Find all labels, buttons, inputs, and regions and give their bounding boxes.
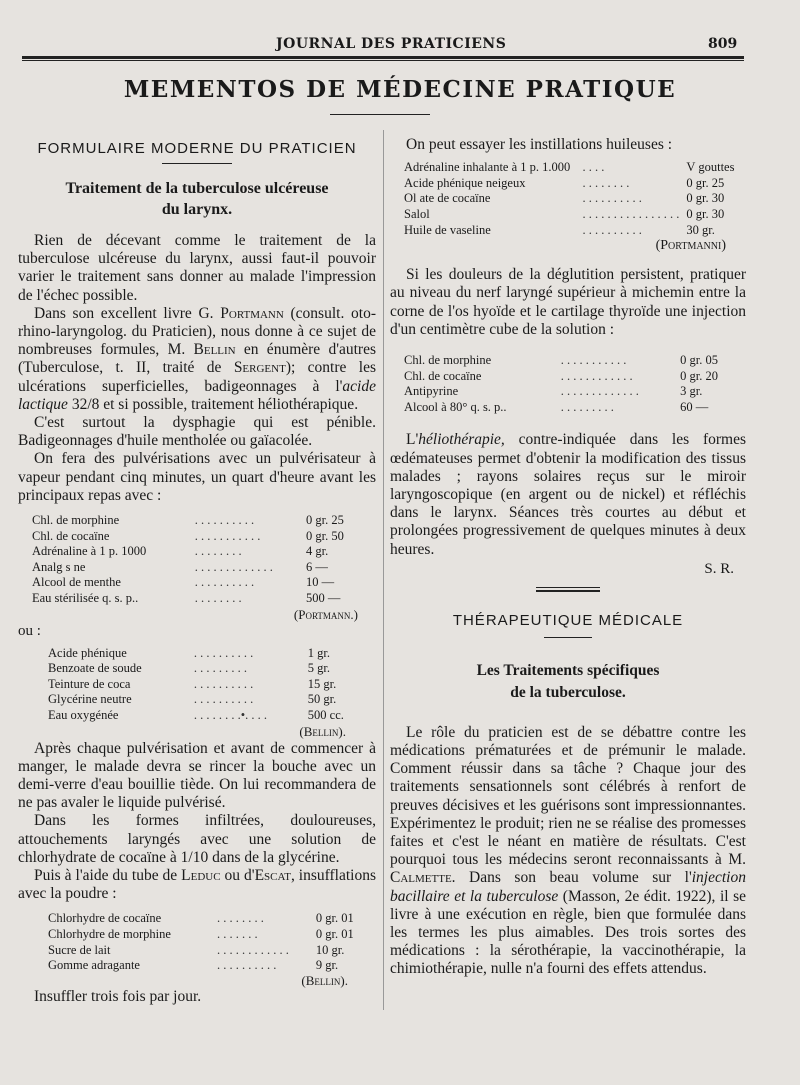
author-sergent: Sergent (233, 359, 286, 377)
ingredient-name: Eau oxygénée (48, 707, 119, 722)
prescription-4 (404, 160, 738, 238)
acid-lactique: acide lactique (18, 377, 376, 413)
rx3-row (48, 958, 368, 974)
right-paragraph-1: On peut essayer les instillations huileuses : (406, 136, 673, 153)
leader-dots: . . . . . . . . (194, 544, 242, 559)
section-heading: FORMULAIRE MODERNE DU PRATICIEN (37, 140, 357, 157)
article-title-2 (390, 660, 746, 704)
leader-dots: . . . . . . . . . (193, 661, 248, 676)
header-rule (22, 56, 744, 59)
leader-dots: . . . . . . . . . . . . (217, 942, 289, 957)
ingredient-quantity: 500 cc. (307, 707, 344, 722)
ingredient-name: Chl. de cocaïne (404, 368, 482, 383)
article-2-title-line-2: de la tuberculose. (510, 683, 626, 701)
leader-dots: . . . . . . . . . . (582, 191, 642, 206)
rx2-row (48, 646, 364, 662)
rx3-row (48, 943, 368, 959)
ingredient-name: Eau stérilisée q. s. p.. (32, 591, 139, 606)
ingredient-quantity: 0 gr. 05 (680, 352, 718, 367)
right-column (390, 134, 746, 979)
book-title: injection bacillaire et la tuberculose (390, 869, 746, 905)
leader-dots: . . . . . . . . . (560, 399, 614, 414)
ingredient-name: Alcool de menthe (32, 575, 121, 590)
ingredient-name: Ol ate de cocaïne (404, 191, 491, 206)
ingredient-name: Chlorhydre de morphine (48, 927, 171, 941)
article-2-title-line-1: Les Traitements spécifiques (476, 661, 660, 679)
ingredient-quantity: 0 gr. 25 (686, 175, 725, 190)
rx1-row (32, 513, 360, 529)
rx2-row (48, 692, 364, 708)
rx4-row (404, 160, 738, 176)
ingredient-quantity: 1 gr. (307, 645, 330, 660)
rx5-row (404, 353, 738, 369)
column-divider (383, 130, 384, 1010)
ingredient-name: Benzoate de soude (48, 661, 142, 676)
rx1-row (32, 560, 360, 576)
section-2-rule (544, 637, 592, 638)
leader-dots: . . . . . . . . . . . . . (194, 559, 273, 574)
heliotherapie: héliothérapie, (418, 431, 505, 449)
rx5-row (404, 369, 738, 385)
paragraph-4: On fera des pulvérisations avec un pulvérisateur à vapeur pendant cinq minutes, un quart d'heure avant les principaux repas avec : (18, 450, 376, 504)
section-rule (162, 163, 232, 164)
rx5-row (404, 400, 738, 416)
ingredient-quantity: 3 gr. (680, 384, 703, 399)
leader-dots: . . . . . . . . . . . . . (560, 384, 639, 399)
paragraph-2: Dans son excellent livre G. Portmann (consult. oto-rhino-laryngolog. du Praticien), nous donne à ce sujet de nombreuses formules, M. Bellin en énumère d'autres (Tuberculose, t. II, traité de Sergent); contre les ulcérations superficielles, badigeonnages à l'acide lactique 32/8 et si possible, traitement héliothérapique. (18, 304, 376, 413)
rx1-row (32, 591, 360, 607)
author-portmann: Portmann (220, 304, 284, 322)
leader-dots: . . . . . . . . . . (194, 513, 255, 528)
paragraph-6: Dans les formes infiltrées, douloureuses, attouchements laryngés avec une solution de chlorhydrate de cocaïne à 1/10 dans de la glycérine. (18, 812, 376, 866)
ingredient-name: Teinture de coca (48, 676, 131, 691)
ingredient-quantity: 10 — (306, 575, 335, 590)
leader-dots: . . . . . . . . . . (193, 692, 254, 707)
article-title-line-1: Traitement de la tuberculose ulcéreuse (65, 180, 329, 197)
prescription-3 (48, 911, 368, 973)
ingredient-quantity: 0 gr. 25 (306, 513, 344, 528)
rx1-row (32, 544, 360, 560)
leader-dots: . . . . . . . . . . (217, 958, 277, 973)
ingredient-name: Huile de vaseline (404, 222, 491, 237)
ingredient-quantity: 60 — (680, 399, 709, 414)
author-calmette: Calmette. (390, 869, 456, 887)
paragraph-1: Rien de décevant comme le traitement de la tuberculose ulcéreuse du larynx, aussi faut-il pouvoir varier le traitement sans donner au malade l'impression de l'échec possible. (18, 232, 376, 304)
author-escat: Escat (254, 867, 291, 884)
ingredient-quantity: 500 — (306, 591, 341, 606)
paragraph-8: Insuffler trois fois par jour. (34, 987, 202, 1005)
signature: S. R. (704, 560, 734, 577)
ingredient-name: Adrénaline à 1 p. 1000 (32, 544, 147, 559)
ingredient-name: Analg s ne (32, 559, 86, 574)
rx4-row (404, 176, 738, 192)
ingredient-quantity: 50 gr. (307, 692, 337, 707)
or-label: ou : (18, 622, 41, 639)
left-column (18, 134, 376, 1006)
paragraph-5: Après chaque pulvérisation et avant de commencer à manger, le malade devra se rincer la bouche avec un demi-verre d'eau bouillie tiède. On lui recommandera de ne pas avaler le liquide pulvérisé. (18, 739, 376, 812)
rx4-row (404, 223, 738, 239)
ingredient-quantity: 30 gr. (686, 222, 715, 237)
double-rule-top (536, 587, 600, 588)
ingredient-name: Antipyrine (404, 384, 459, 399)
leader-dots: . . . . . . . . . . (193, 676, 254, 691)
page-header (0, 0, 800, 60)
journal-title: JOURNAL DES PRATICIENS (276, 36, 507, 52)
leader-dots: . . . . . . . . . . . (194, 528, 261, 543)
ingredient-quantity: 15 gr. (307, 676, 337, 691)
ingredient-quantity: 0 gr. 30 (686, 191, 725, 206)
author-leduc: Leduc (181, 867, 221, 884)
author-bellin: Bellin (193, 341, 236, 359)
rx2-row (48, 677, 364, 693)
main-title: MEMENTOS DE MÉDECINE PRATIQUE (123, 76, 677, 103)
prescription-2-source: (Bellin). (299, 723, 346, 739)
ingredient-name: Sucre de lait (48, 942, 111, 957)
leader-dots: . . . . . . . . . . . . . . . . (582, 206, 680, 221)
leader-dots: . . . . . . . . . . (193, 645, 254, 660)
leader-dots: . . . . . . . (217, 927, 258, 941)
rx4-row (404, 191, 738, 207)
ingredient-name: Adrénaline inhalante à 1 p. 1.000 (404, 160, 571, 175)
ingredient-name: Chl. de cocaïne (32, 528, 110, 543)
ingredient-name: Chlorhydre de cocaïne (48, 911, 162, 926)
header-rule-thin (22, 60, 744, 61)
ingredient-name: Glycérine neutre (48, 692, 132, 707)
ingredient-quantity: V gouttes (686, 160, 735, 175)
prescription-4-source: (Portmanni) (655, 238, 726, 254)
leader-dots: . . . . . . . . (217, 911, 264, 926)
ingredient-quantity: 0 gr. 50 (306, 528, 344, 543)
ingredient-quantity: 0 gr. 01 (315, 911, 354, 926)
page-number: 809 (708, 36, 738, 52)
ingredient-quantity: 0 gr. 20 (680, 368, 718, 383)
ingredient-name: Acide phénique neigeux (404, 175, 526, 190)
leader-dots: . . . . (582, 160, 605, 175)
right-paragraph-4: Le rôle du praticien est de se débattre contre les médications prématurées et de prémunir le malade. Comment réussir dans sa tâche ? Chaque jour des traitements sensationnels sont célébrés à renfort de preuves décisives et les guérisons sont impressionnantes. Expérimentez le produit; rien ne se réalise des promesses faites et c'est le néant en matière de résultats. C'est pourquoi tous les médecins seront reconnaissants à M. Calmette. Dans son beau volume sur l'injection bacillaire et la tuberculose (Masson, 2e édit. 1922), il se livre à une exécution en règle, bien que formulée dans les termes les plus aimables. Des trois sortes des médications : la sérothérapie, la vaccinothérapie, la chimiothérapie, nulle n'a fourni des effets attendus. (390, 723, 746, 978)
rx5-row (404, 384, 738, 400)
ingredient-name: Gomme adragante (48, 958, 140, 973)
ingredient-name: Chl. de morphine (32, 513, 120, 528)
leader-dots: . . . . . . . . . . (582, 222, 642, 237)
leader-dots: . . . . . . . . . . . . (560, 368, 633, 383)
prescription-3-source: (Bellin). (301, 972, 348, 988)
prescription-5 (404, 353, 738, 415)
ingredient-quantity: 10 gr. (315, 942, 345, 957)
prescription-2 (48, 646, 364, 724)
ingredient-quantity: 5 gr. (307, 661, 330, 676)
section-heading-2: THÉRAPEUTIQUE MÉDICALE (452, 611, 684, 629)
prescription-1-source: (Portmann.) (293, 606, 358, 622)
rx2-row (48, 661, 364, 677)
leader-dots: . . . . . . . . (194, 591, 242, 606)
ingredient-quantity: 6 — (306, 559, 328, 574)
ingredient-name: Chl. de morphine (404, 352, 492, 367)
rx1-row (32, 575, 360, 591)
rx4-row (404, 207, 738, 223)
rx1-row (32, 529, 360, 545)
right-paragraph-3: L'héliothérapie, contre-indiquée dans les formes œdémateuses permet d'obtenir la modification des tissus malades ; rayons solaires reçus sur le miroir laryngoscopique (en argent ou de nickel) et réfléchis dans le larynx. Séances très courtes au début et prolongées progressivement de quelques minutes à deux heures. (390, 431, 746, 558)
leader-dots: . . . . . . . . . . (194, 575, 255, 590)
ingredient-quantity: 0 gr. 30 (686, 206, 725, 221)
leader-dots: . . . . . . . .•. . . . (193, 707, 268, 722)
paragraph-7: Puis à l'aide du tube de Leduc ou d'Escat, insufflations avec la poudre : (18, 867, 376, 903)
rx2-row (48, 708, 364, 724)
title-underline (330, 114, 430, 115)
ingredient-name: Alcool à 80° q. s. p.. (404, 399, 507, 414)
article-title (18, 178, 376, 220)
leader-dots: . . . . . . . . (582, 175, 630, 190)
ingredient-quantity: 4 gr. (306, 544, 329, 559)
rx3-row (48, 927, 368, 943)
ingredient-name: Acide phénique (48, 645, 127, 660)
rx3-row (48, 911, 368, 927)
right-paragraph-2: Si les douleurs de la déglutition persistent, pratiquer au niveau du nerf laryngé supérieur à michemin entre la corne de l'os hyoïde et le cartilage thyroïde une injection d'un centimètre cube de la solution : (390, 266, 746, 338)
ingredient-name: Salol (404, 206, 430, 221)
article-title-line-2: du larynx. (161, 201, 233, 218)
ingredient-quantity: 9 gr. (315, 958, 339, 973)
leader-dots: . . . . . . . . . . . (560, 352, 627, 367)
paragraph-3: C'est surtout la dysphagie qui est pénible. Badigeonnages d'huile mentholée ou gaïacolée. (18, 414, 376, 450)
prescription-1 (32, 513, 360, 607)
ingredient-quantity: 0 gr. 01 (315, 927, 354, 941)
